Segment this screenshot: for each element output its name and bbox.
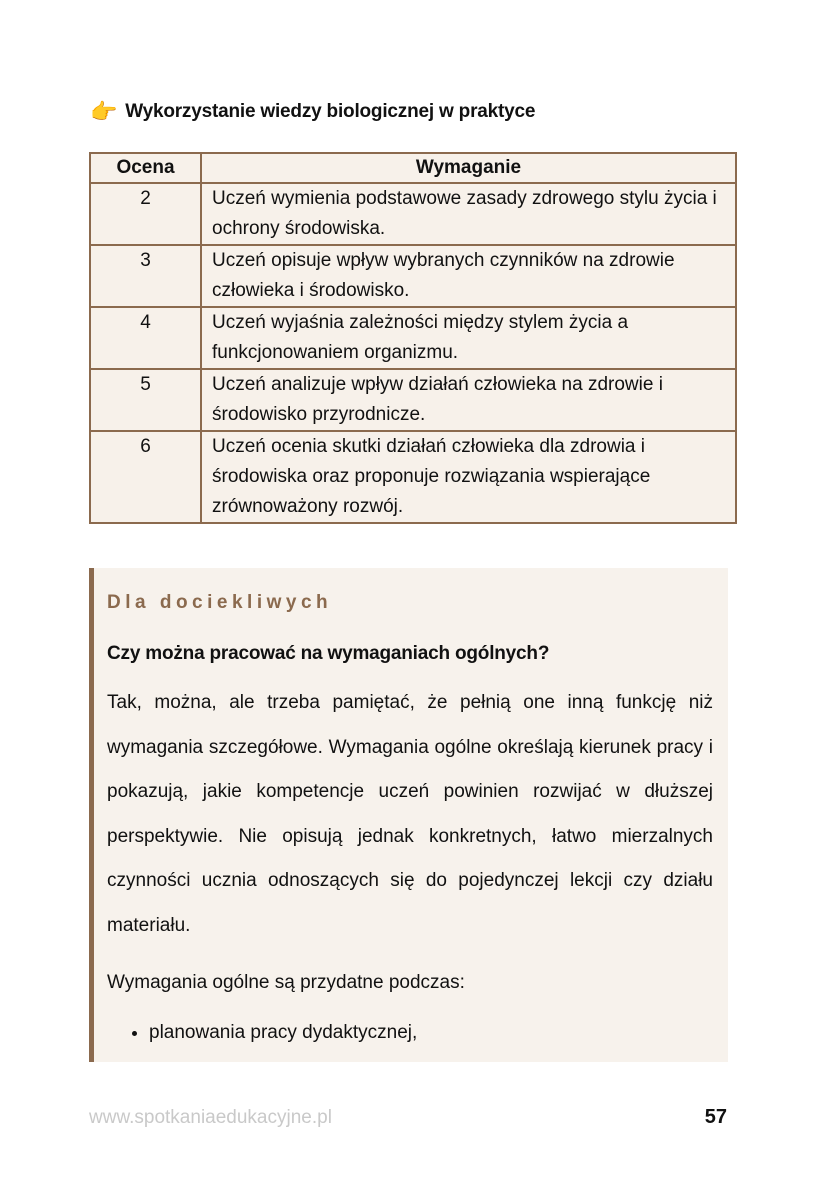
- grade-cell: 5: [90, 369, 201, 431]
- table-row: [90, 245, 736, 307]
- box-question: Czy można pracować na wymaganiach ogólnych?: [107, 643, 550, 664]
- table-row: [90, 307, 736, 369]
- list-item: • planowania pracy dydaktycznej,: [149, 1019, 713, 1047]
- table-row: [90, 431, 736, 523]
- table-row: [90, 369, 736, 431]
- requirement-cell: Uczeń analizuje wpływ działań człowieka na zdrowie i środowisko przyrodnicze.: [201, 369, 736, 431]
- header-requirement: Wymaganie: [201, 153, 736, 183]
- table-row: [90, 183, 736, 245]
- requirement-cell: Uczeń ocenia skutki działań człowieka dla zdrowia i środowiska oraz proponuje rozwiązania wspierające zrównoważony rozwój.: [201, 431, 736, 523]
- pointing-hand-icon: 👉: [90, 99, 118, 124]
- requirement-cell: Uczeń opisuje wpływ wybranych czynników na zdrowie człowieka i środowisko.: [201, 245, 736, 307]
- header-grade: Ocena: [90, 153, 201, 183]
- section-title: Wykorzystanie wiedzy biologicznej w praktyce: [125, 101, 536, 122]
- curious-box: [89, 568, 728, 1062]
- box-body: Tak, można, ale trzeba pamiętać, że pełnią one inną funkcję niż wymagania szczegółowe. Wymagania ogólne określają kierunek pracy i pokazują, jakie kompetencje uczeń powinien rozwijać w dłuższej perspektywie. Nie opisują jednak konkretnych, łatwo mierzalnych czynności ucznia odnoszących się do pojedynczej lekcji czy działu materiału.: [107, 692, 713, 936]
- requirements-table: [89, 152, 737, 524]
- section-heading: [90, 101, 535, 123]
- table-header-row: [90, 153, 736, 183]
- box-label: Dla dociekliwych: [107, 592, 333, 613]
- box-intro: Wymagania ogólne są przydatne podczas:: [107, 972, 465, 993]
- box-list: [107, 1019, 713, 1047]
- grade-cell: 2: [90, 183, 201, 245]
- grade-cell: 4: [90, 307, 201, 369]
- footer-url: www.spotkaniaedukacyjne.pl: [89, 1107, 332, 1128]
- requirement-cell: Uczeń wymienia podstawowe zasady zdrowego stylu życia i ochrony środowiska.: [201, 183, 736, 245]
- grade-cell: 6: [90, 431, 201, 523]
- requirement-cell: Uczeń wyjaśnia zależności między stylem życia a funkcjonowaniem organizmu.: [201, 307, 736, 369]
- grade-cell: 3: [90, 245, 201, 307]
- page-number: 57: [704, 1106, 727, 1128]
